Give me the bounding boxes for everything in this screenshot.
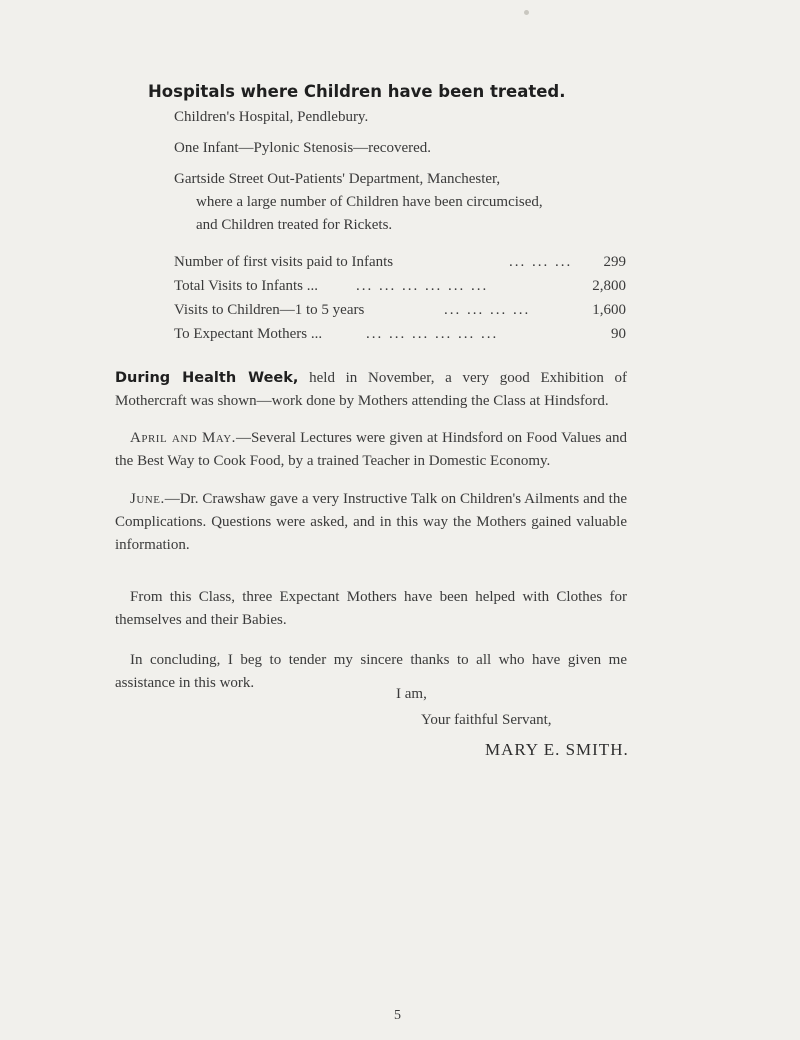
paragraph-health-week xyxy=(115,367,627,413)
paragraph-lead: During Health Week, xyxy=(115,370,299,386)
paragraph-lead: June. xyxy=(130,491,165,507)
leader-dots: ... ... ... ... ... ... xyxy=(356,278,489,294)
table-row xyxy=(174,326,626,344)
leader-dots: ... ... ... ... ... ... xyxy=(366,326,499,342)
section-heading: Hospitals where Children have been treated. xyxy=(148,82,566,101)
paragraph-april-may xyxy=(115,427,627,473)
hospital-line-5: and Children treated for Rickets. xyxy=(196,217,393,233)
ink-dot xyxy=(524,10,529,15)
stat-label: Visits to Children—1 to 5 years xyxy=(174,302,365,318)
table-row xyxy=(174,254,626,272)
paragraph-june xyxy=(115,488,627,557)
table-row xyxy=(174,278,626,296)
leader-dots: ... ... ... ... xyxy=(444,302,531,318)
stat-value: 1,600 xyxy=(592,302,626,318)
stat-value: 299 xyxy=(603,254,626,270)
stat-value: 2,800 xyxy=(592,278,626,294)
paragraph-thanks xyxy=(115,649,627,695)
paragraph-text: —Several Lectures were given at Hindsford on Food Values and the Best Way to Cook Food, by a trained Teacher in Domestic Economy. xyxy=(115,430,627,469)
hospital-line-1: Children's Hospital, Pendlebury. xyxy=(174,109,369,125)
stat-value: 90 xyxy=(611,326,626,342)
closing-servant: Your faithful Servant, xyxy=(421,712,552,728)
leader-dots: ... ... ... xyxy=(509,254,573,270)
page-number: 5 xyxy=(394,1008,401,1023)
stat-label: To Expectant Mothers ... xyxy=(174,326,323,342)
hospital-line-4: where a large number of Children have been circumcised, xyxy=(196,194,543,210)
hospital-line-3: Gartside Street Out-Patients' Department, Manchester, xyxy=(174,171,501,187)
signature: MARY E. SMITH. xyxy=(485,740,629,759)
paragraph-text: —Dr. Crawshaw gave a very Instructive Talk on Children's Ailments and the Complications. Questions were asked, and in this way the Mothers gained valuable information. xyxy=(115,491,627,553)
hospital-line-2: One Infant—Pylonic Stenosis—recovered. xyxy=(174,140,432,156)
stat-label: Total Visits to Infants ... xyxy=(174,278,319,294)
paragraph-text: held in November, a very good Exhibition of Mothercraft was shown—work done by Mothers attending the Class at Hindsford. xyxy=(115,370,628,409)
paragraph-text: From this Class, three Expectant Mothers have been helped with Clothes for themselves and their Babies. xyxy=(115,589,627,628)
closing-i-am: I am, xyxy=(396,686,427,702)
paragraph-text: In concluding, I beg to tender my sincere thanks to all who have given me assistance in this work. xyxy=(115,652,627,691)
table-row xyxy=(174,302,626,320)
paragraph-class xyxy=(115,586,627,632)
stat-label: Number of first visits paid to Infants xyxy=(174,254,394,270)
paragraph-lead: April and May. xyxy=(130,430,236,446)
